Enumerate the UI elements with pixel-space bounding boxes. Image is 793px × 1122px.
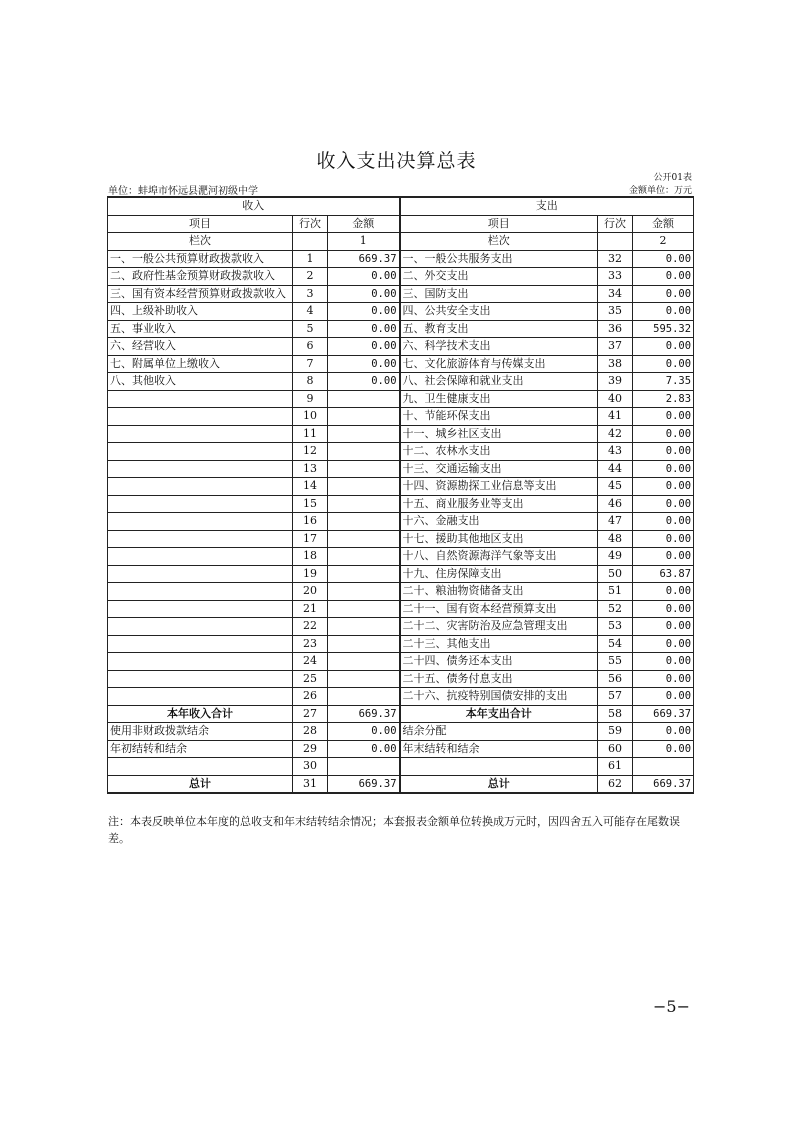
income-line: 8	[293, 373, 328, 391]
page-number: −5−	[653, 997, 690, 1016]
income-line: 18	[293, 548, 328, 566]
expense-amount: 0.00	[633, 250, 694, 268]
income-item	[108, 443, 293, 461]
income-lanci-number: 1	[328, 233, 400, 251]
income-line: 12	[293, 443, 328, 461]
income-item	[108, 390, 293, 408]
expense-item: 八、社会保障和就业支出	[400, 373, 598, 391]
expense-amount: 0.00	[633, 443, 694, 461]
table-row	[108, 355, 694, 373]
page-title: 收入支出决算总表	[316, 150, 477, 172]
income-amount: 0.00	[328, 268, 400, 286]
income-item	[108, 600, 293, 618]
expense-item: 结余分配	[400, 723, 598, 741]
expense-amount: 669.37	[633, 775, 694, 793]
table-row	[108, 635, 694, 653]
income-col-item: 项目	[108, 215, 293, 233]
income-line: 7	[293, 355, 328, 373]
expense-amount: 0.00	[633, 355, 694, 373]
expense-amount: 7.35	[633, 373, 694, 391]
expense-item	[400, 758, 598, 776]
expense-amount: 0.00	[633, 635, 694, 653]
income-line: 23	[293, 635, 328, 653]
table-row	[108, 285, 694, 303]
income-line: 20	[293, 583, 328, 601]
expense-item: 二十二、灾害防治及应急管理支出	[400, 618, 598, 636]
expense-amount: 669.37	[633, 705, 694, 723]
income-line: 27	[293, 705, 328, 723]
income-item	[108, 565, 293, 583]
expense-item: 三、国防支出	[400, 285, 598, 303]
income-amount	[328, 443, 400, 461]
expense-item: 总计	[400, 775, 598, 793]
footnote: 注：本表反映单位本年度的总收支和年末结转结余情况；本套报表金额单位转换成万元时，因四舍五入可能存在尾数误差。	[108, 815, 680, 845]
expense-item: 六、科学技术支出	[400, 338, 598, 356]
income-amount: 0.00	[328, 303, 400, 321]
income-line: 21	[293, 600, 328, 618]
income-line: 4	[293, 303, 328, 321]
income-item: 三、国有资本经营预算财政拨款收入	[108, 285, 293, 303]
income-item	[108, 548, 293, 566]
expense-amount: 0.00	[633, 670, 694, 688]
income-amount: 0.00	[328, 320, 400, 338]
income-amount	[328, 688, 400, 706]
income-item: 五、事业收入	[108, 320, 293, 338]
table-row	[108, 530, 694, 548]
expense-amount: 0.00	[633, 408, 694, 426]
expense-amount: 0.00	[633, 600, 694, 618]
expense-item: 十四、资源勘探工业信息等支出	[400, 478, 598, 496]
expense-amount	[633, 758, 694, 776]
table-row	[108, 583, 694, 601]
expense-line: 58	[598, 705, 633, 723]
income-amount: 669.37	[328, 705, 400, 723]
expense-amount: 0.00	[633, 425, 694, 443]
expense-line: 44	[598, 460, 633, 478]
table-row	[108, 443, 694, 461]
expense-header: 支出	[400, 197, 694, 215]
table-row	[108, 320, 694, 338]
income-amount: 0.00	[328, 355, 400, 373]
expense-item: 二十三、其他支出	[400, 635, 598, 653]
income-item	[108, 478, 293, 496]
expense-line: 33	[598, 268, 633, 286]
table-row	[108, 513, 694, 531]
table-row	[108, 268, 694, 286]
income-line: 13	[293, 460, 328, 478]
income-col-amount: 金额	[328, 215, 400, 233]
expense-col-item: 项目	[400, 215, 598, 233]
income-amount: 0.00	[328, 338, 400, 356]
table-row	[108, 740, 694, 758]
income-line: 11	[293, 425, 328, 443]
expense-line: 42	[598, 425, 633, 443]
expense-item: 本年支出合计	[400, 705, 598, 723]
income-item: 七、附属单位上缴收入	[108, 355, 293, 373]
expense-line: 53	[598, 618, 633, 636]
income-amount	[328, 565, 400, 583]
expense-line: 48	[598, 530, 633, 548]
expense-item: 二十四、债务还本支出	[400, 653, 598, 671]
table-row	[108, 723, 694, 741]
income-amount: 669.37	[328, 775, 400, 793]
expense-item: 十七、援助其他地区支出	[400, 530, 598, 548]
reporting-unit: 单位：蚌埠市怀远县淝河初级中学	[108, 186, 258, 197]
income-amount	[328, 618, 400, 636]
expense-item: 十六、金融支出	[400, 513, 598, 531]
income-line: 15	[293, 495, 328, 513]
expense-line: 34	[598, 285, 633, 303]
income-line: 17	[293, 530, 328, 548]
expense-item: 年末结转和结余	[400, 740, 598, 758]
income-line: 1	[293, 250, 328, 268]
income-line: 28	[293, 723, 328, 741]
income-line: 2	[293, 268, 328, 286]
expense-item: 九、卫生健康支出	[400, 390, 598, 408]
expense-line: 50	[598, 565, 633, 583]
income-amount: 0.00	[328, 740, 400, 758]
expense-amount: 0.00	[633, 583, 694, 601]
income-item: 本年收入合计	[108, 705, 293, 723]
income-line: 9	[293, 390, 328, 408]
table-row	[108, 250, 694, 268]
expense-line: 43	[598, 443, 633, 461]
income-item: 一、一般公共预算财政拨款收入	[108, 250, 293, 268]
income-amount	[328, 583, 400, 601]
income-amount	[328, 758, 400, 776]
expense-item: 二十一、国有资本经营预算支出	[400, 600, 598, 618]
income-amount	[328, 653, 400, 671]
income-item: 六、经营收入	[108, 338, 293, 356]
expense-amount: 0.00	[633, 303, 694, 321]
expense-lanci-blank	[598, 233, 633, 251]
table-row	[108, 425, 694, 443]
expense-line: 36	[598, 320, 633, 338]
income-line: 5	[293, 320, 328, 338]
income-amount	[328, 478, 400, 496]
income-item	[108, 408, 293, 426]
table-row	[108, 653, 694, 671]
expense-item: 一、一般公共服务支出	[400, 250, 598, 268]
expense-line: 57	[598, 688, 633, 706]
expense-line: 41	[598, 408, 633, 426]
income-line: 24	[293, 653, 328, 671]
expense-amount: 0.00	[633, 513, 694, 531]
income-item	[108, 513, 293, 531]
income-item	[108, 618, 293, 636]
income-item	[108, 688, 293, 706]
expense-amount: 63.87	[633, 565, 694, 583]
expense-item: 二、外交支出	[400, 268, 598, 286]
expense-line: 47	[598, 513, 633, 531]
income-line: 14	[293, 478, 328, 496]
income-header: 收入	[108, 197, 400, 215]
income-item	[108, 460, 293, 478]
income-lanci-label: 栏次	[108, 233, 293, 251]
income-amount: 0.00	[328, 373, 400, 391]
table-row	[108, 408, 694, 426]
expense-line: 60	[598, 740, 633, 758]
expense-line: 32	[598, 250, 633, 268]
expense-amount: 0.00	[633, 688, 694, 706]
expense-col-line: 行次	[598, 215, 633, 233]
income-item: 使用非财政拨款结余	[108, 723, 293, 741]
income-amount	[328, 548, 400, 566]
table-row	[108, 565, 694, 583]
expense-line: 46	[598, 495, 633, 513]
income-item	[108, 653, 293, 671]
table-row	[108, 775, 694, 793]
income-item	[108, 758, 293, 776]
expense-item: 二十五、债务付息支出	[400, 670, 598, 688]
income-line: 22	[293, 618, 328, 636]
income-line: 16	[293, 513, 328, 531]
income-expense-table	[107, 196, 694, 794]
expense-line: 55	[598, 653, 633, 671]
income-line: 26	[293, 688, 328, 706]
expense-line: 52	[598, 600, 633, 618]
income-line: 31	[293, 775, 328, 793]
income-amount	[328, 390, 400, 408]
income-amount: 0.00	[328, 285, 400, 303]
expense-col-amount: 金额	[633, 215, 694, 233]
expense-line: 35	[598, 303, 633, 321]
table-row	[108, 495, 694, 513]
expense-amount: 0.00	[633, 495, 694, 513]
table-row	[108, 373, 694, 391]
income-line: 30	[293, 758, 328, 776]
expense-amount: 2.83	[633, 390, 694, 408]
expense-amount: 0.00	[633, 618, 694, 636]
expense-amount: 0.00	[633, 723, 694, 741]
table-row	[108, 600, 694, 618]
expense-line: 61	[598, 758, 633, 776]
expense-amount: 0.00	[633, 478, 694, 496]
expense-amount: 0.00	[633, 338, 694, 356]
income-item	[108, 670, 293, 688]
income-item	[108, 530, 293, 548]
expense-item: 二十六、抗疫特别国债安排的支出	[400, 688, 598, 706]
table-row	[108, 548, 694, 566]
table-row	[108, 390, 694, 408]
expense-item: 五、教育支出	[400, 320, 598, 338]
expense-item: 十三、交通运输支出	[400, 460, 598, 478]
income-amount	[328, 408, 400, 426]
expense-lanci-label: 栏次	[400, 233, 598, 251]
income-amount	[328, 495, 400, 513]
income-line: 19	[293, 565, 328, 583]
expense-amount: 0.00	[633, 740, 694, 758]
income-lanci-blank	[293, 233, 328, 251]
expense-amount: 0.00	[633, 530, 694, 548]
money-unit: 金额单位：万元	[628, 186, 692, 196]
table-row	[108, 338, 694, 356]
income-amount: 669.37	[328, 250, 400, 268]
income-item	[108, 635, 293, 653]
expense-amount: 0.00	[633, 285, 694, 303]
income-item: 年初结转和结余	[108, 740, 293, 758]
expense-item: 十二、农林水支出	[400, 443, 598, 461]
income-line: 10	[293, 408, 328, 426]
expense-amount: 0.00	[633, 460, 694, 478]
expense-item: 七、文化旅游体育与传媒支出	[400, 355, 598, 373]
expense-item: 十九、住房保障支出	[400, 565, 598, 583]
income-item: 总计	[108, 775, 293, 793]
income-line: 29	[293, 740, 328, 758]
table-row	[108, 758, 694, 776]
income-line: 6	[293, 338, 328, 356]
table-row	[108, 618, 694, 636]
expense-line: 59	[598, 723, 633, 741]
table-row	[108, 460, 694, 478]
expense-amount: 0.00	[633, 653, 694, 671]
expense-item: 十五、商业服务业等支出	[400, 495, 598, 513]
expense-line: 38	[598, 355, 633, 373]
expense-line: 54	[598, 635, 633, 653]
expense-line: 49	[598, 548, 633, 566]
table-row	[108, 688, 694, 706]
table-row	[108, 670, 694, 688]
expense-item: 四、公共安全支出	[400, 303, 598, 321]
expense-line: 62	[598, 775, 633, 793]
income-amount	[328, 513, 400, 531]
expense-item: 二十、粮油物资储备支出	[400, 583, 598, 601]
income-item: 八、其他收入	[108, 373, 293, 391]
expense-amount: 595.32	[633, 320, 694, 338]
income-amount	[328, 530, 400, 548]
expense-line: 40	[598, 390, 633, 408]
expense-item: 十、节能环保支出	[400, 408, 598, 426]
income-amount	[328, 460, 400, 478]
income-line: 3	[293, 285, 328, 303]
income-item	[108, 583, 293, 601]
table-row	[108, 478, 694, 496]
income-item: 四、上级补助收入	[108, 303, 293, 321]
expense-line: 37	[598, 338, 633, 356]
income-col-line: 行次	[293, 215, 328, 233]
expense-amount: 0.00	[633, 268, 694, 286]
income-amount	[328, 425, 400, 443]
expense-item: 十一、城乡社区支出	[400, 425, 598, 443]
income-item	[108, 495, 293, 513]
expense-item: 十八、自然资源海洋气象等支出	[400, 548, 598, 566]
income-amount: 0.00	[328, 723, 400, 741]
form-code: 公开01表	[653, 173, 692, 183]
table-row	[108, 303, 694, 321]
income-line: 25	[293, 670, 328, 688]
expense-amount: 0.00	[633, 548, 694, 566]
expense-line: 56	[598, 670, 633, 688]
income-amount	[328, 670, 400, 688]
expense-lanci-number: 2	[633, 233, 694, 251]
income-amount	[328, 635, 400, 653]
expense-line: 45	[598, 478, 633, 496]
expense-line: 51	[598, 583, 633, 601]
income-amount	[328, 600, 400, 618]
table-row	[108, 705, 694, 723]
income-item	[108, 425, 293, 443]
income-item: 二、政府性基金预算财政拨款收入	[108, 268, 293, 286]
expense-line: 39	[598, 373, 633, 391]
